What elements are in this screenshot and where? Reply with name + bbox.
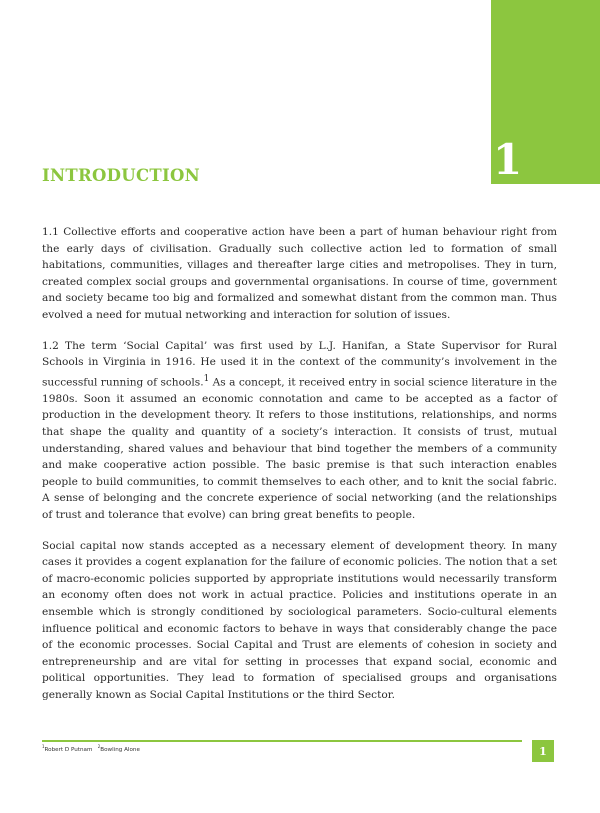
page-number: 1 xyxy=(532,740,554,762)
paragraph-1-2-part-a: 1.2 The term ‘Social Capital’ was first used by L.J. Hanifan, a State Supervisor for Rural Schools in Virginia in 1916. He used it in the context of the community’s involvement in the successful running of schools. xyxy=(42,339,557,389)
paragraph-1-1: 1.1 Collective efforts and cooperative action have been a part of human behaviour right from the early days of civilisation. Gradually such collective action led to formation of small habitations, communities, villages and thereafter large cities and metropolises. They in turn, created complex social groups and governmental organisations. In course of time, government and society became too big and formalized and somewhat distant from the common man. Thus evolved a need for mutual networking and interaction for solution of issues. xyxy=(42,226,557,321)
footnote-divider xyxy=(42,740,522,742)
footnote-reference: 1 xyxy=(203,373,210,384)
footnote xyxy=(42,744,140,753)
footnote-mark-1: 1 xyxy=(42,744,45,749)
paragraph-social-capital: Social capital now stands accepted as a necessary element of development theory. In many cases it provides a cogent explanation for the failure of economic policies. The notion that a set of macro-economic policies supported by appropriate institutions would necessarily transform an economy often does not work in actual practice. Policies and institutions operate in an ensemble which is strongly conditioned by sociological parameters. Socio-cultural elements influence political and economic factors to behave in ways that considerably change the pace of the economic processes. Social Capital and Trust are elements of cohesion in society and entrepreneurship and are vital for setting in processes that expand social, economic and political opportunities. They lead to formation of specialised groups and organisations generally known as Social Capital Institutions or the third Sector. xyxy=(42,539,557,701)
paragraph-1-2 xyxy=(42,338,557,524)
chapter-title: INTRODUCTION xyxy=(42,166,201,185)
footnote-mark-2: 2 xyxy=(97,744,101,749)
footnote-text-1: Robert D Putnam xyxy=(44,746,93,753)
paragraph-1-2-part-b: As a concept, it received entry in social science literature in the 1980s. Soon it assumed an economic connotation and came to be accepted as a factor of production in the development theory. It refers to those institutions, relationships, and norms that shape the quality and quantity of a society’s interaction. It consists of trust, mutual understanding, shared values and behaviour that bind together the members of a community and make cooperative action possible. The basic premise is that such interaction enables people to build communities, to commit themselves to each other, and to knit the social fabric. A sense of belonging and the concrete experience of social networking (and the relationships of trust and tolerance that evolve) can bring great benefits to people. xyxy=(42,376,557,522)
chapter-body xyxy=(42,224,557,718)
footnote-text-2: Bowling Alone xyxy=(100,746,140,753)
chapter-number: 1 xyxy=(493,135,523,184)
